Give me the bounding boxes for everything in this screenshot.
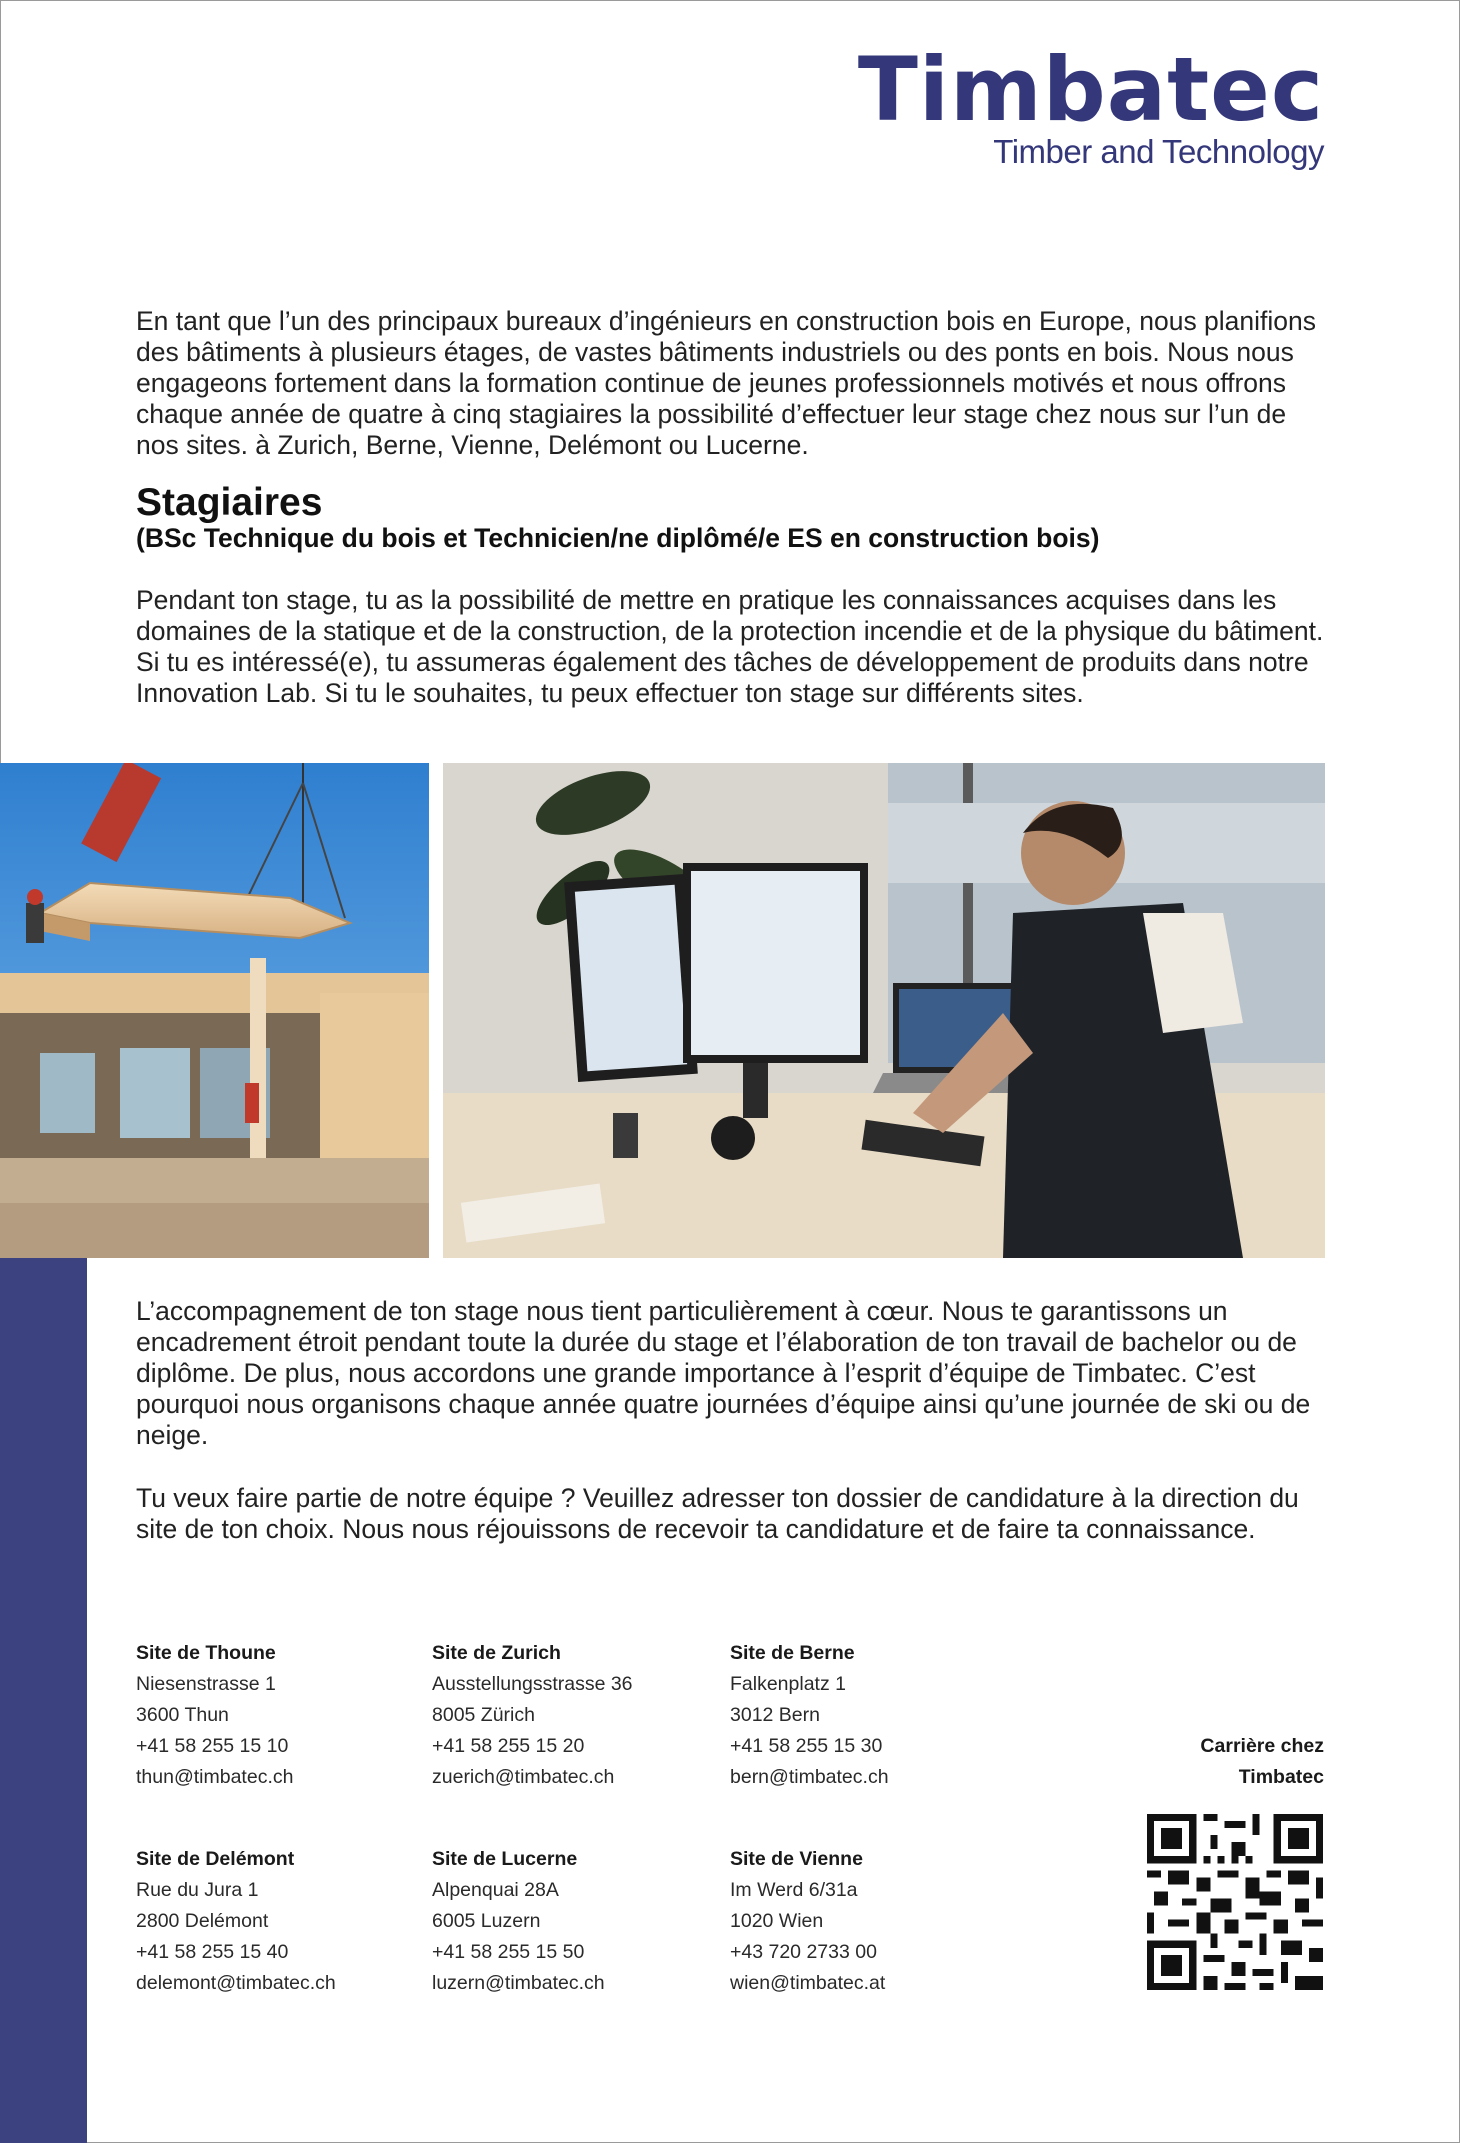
timbatec-logo	[857, 38, 1324, 170]
stage-description-paragraph: Pendant ton stage, tu as la possibilité de mettre en pratique les connaissances acquises dans les domaines de la statique et de la construction, de la protection incendie et de la physique du bâtiment. Si tu es intéressé(e), tu assumeras également des tâches de développement de produits dans notre Innovation Lab. Si tu le souhaites, tu peux effectuer ton stage sur différents sites.	[136, 585, 1324, 708]
site-phone: +41 58 255 15 20	[432, 1735, 585, 1757]
site-email[interactable]: wien@timbatec.at	[730, 1972, 886, 1994]
career-qr-code[interactable]	[1147, 1814, 1323, 1990]
logo-tagline: Timber and Technology	[993, 133, 1324, 170]
site-delemont	[136, 1844, 336, 1999]
site-city: 3012 Bern	[730, 1704, 820, 1726]
site-title: Site de Thoune	[136, 1642, 276, 1664]
site-phone: +43 720 2733 00	[730, 1941, 877, 1963]
site-street: Rue du Jura 1	[136, 1879, 259, 1901]
site-street: Ausstellungsstrasse 36	[432, 1673, 633, 1695]
site-city: 6005 Luzern	[432, 1910, 541, 1932]
page-subtitle: (BSc Technique du bois et Technicien/ne diplômé/e ES en construction bois)	[136, 523, 1100, 553]
career-line-1: Carrière chez	[1200, 1735, 1324, 1757]
site-city: 2800 Delémont	[136, 1910, 269, 1932]
site-title: Site de Delémont	[136, 1848, 295, 1870]
site-email[interactable]: delemont@timbatec.ch	[136, 1972, 336, 1994]
site-email[interactable]: thun@timbatec.ch	[136, 1766, 294, 1788]
site-title: Site de Zurich	[432, 1642, 561, 1664]
career-label	[1200, 1731, 1324, 1793]
page-title: Stagiaires	[136, 481, 323, 524]
site-title: Site de Lucerne	[432, 1848, 578, 1870]
site-berne	[730, 1638, 889, 1793]
site-city: 1020 Wien	[730, 1910, 824, 1932]
site-street: Niesenstrasse 1	[136, 1673, 276, 1695]
site-vienne	[730, 1844, 885, 1999]
site-street: Falkenplatz 1	[730, 1673, 846, 1695]
site-street: Im Werd 6/31a	[730, 1879, 858, 1901]
career-line-2: Timbatec	[1238, 1766, 1324, 1788]
site-thoune	[136, 1638, 293, 1793]
site-city: 3600 Thun	[136, 1704, 229, 1726]
application-paragraph: Tu veux faire partie de notre équipe ? Veuillez adresser ton dossier de candidature à la direction du site de ton choix. Nous nous réjouissons de recevoir ta candidature et de faire ta connaissance.	[136, 1483, 1299, 1544]
site-email[interactable]: luzern@timbatec.ch	[432, 1972, 605, 1994]
site-title: Site de Vienne	[730, 1848, 863, 1870]
site-phone: +41 58 255 15 10	[136, 1735, 289, 1757]
site-city: 8005 Zürich	[432, 1704, 535, 1726]
site-lucerne	[432, 1844, 605, 1999]
logo-wordmark: Timbatec	[857, 38, 1324, 141]
office-workplace-photo	[443, 763, 1325, 1258]
support-paragraph: L’accompagnement de ton stage nous tient particulièrement à cœur. Nous te garantissons un encadrement étroit pendant toute la durée du stage et l’élaboration de ton travail de bachelor ou de diplôme. De plus, nous accordons une grande importance à l’esprit d’équipe de Timbatec. C’est pourquoi nous organisons chaque année quatre journées d’équipe ainsi qu’une journée de ski ou de neige.	[136, 1296, 1311, 1450]
construction-site-photo	[0, 763, 429, 1258]
site-phone: +41 58 255 15 50	[432, 1941, 585, 1963]
site-title: Site de Berne	[730, 1642, 855, 1664]
site-zurich	[432, 1638, 633, 1793]
site-phone: +41 58 255 15 40	[136, 1941, 289, 1963]
site-email[interactable]: zuerich@timbatec.ch	[432, 1766, 615, 1788]
site-street: Alpenquai 28A	[432, 1879, 559, 1901]
accent-sidebar	[0, 1258, 87, 2143]
site-email[interactable]: bern@timbatec.ch	[730, 1766, 889, 1788]
site-phone: +41 58 255 15 30	[730, 1735, 883, 1757]
intro-paragraph: En tant que l’un des principaux bureaux d’ingénieurs en construction bois en Europe, nous planifions des bâtiments à plusieurs étages, de vastes bâtiments industriels ou des ponts en bois. Nous nous engageons fortement dans la formation continue de jeunes professionnels motivés et nous offrons chaque année de quatre à cinq stagiaires la possibilité d’effectuer leur stage chez nous sur l’un de nos sites. à Zurich, Berne, Vienne, Delémont ou Lucerne.	[136, 306, 1317, 460]
